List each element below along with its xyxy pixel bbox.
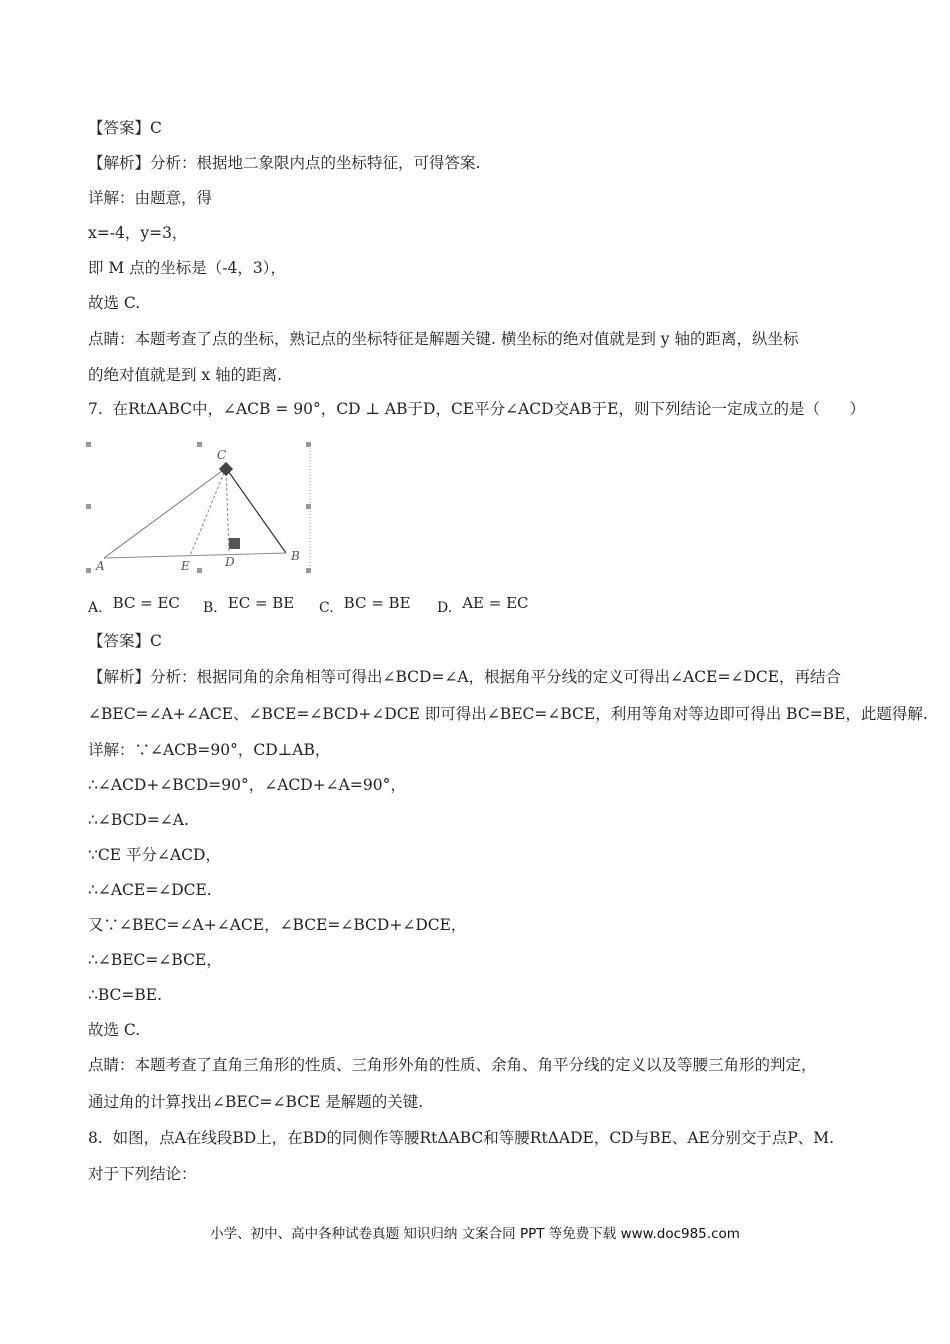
label-d: D [225,555,235,569]
right-angle-mark-c [219,462,233,476]
triangle-figure [86,438,314,578]
line-comment-7a: 点睛：本题考查了直角三角形的性质、三角形外角的性质、余角、角平分线的定义以及等腰三角形的判定， [88,1056,817,1074]
option-d-label: D. [437,600,453,616]
line-detail-6: 详解：由题意，得 [88,189,213,207]
label-c: C [217,448,227,462]
line-step-2: ∴∠BCD=∠A. [88,811,189,829]
segment-cd [226,468,229,553]
page-footer: 小学、初中、高中各种试卷真题 知识归纳 文案合同 PPT 等免费下载 www.doc985.com [210,1226,740,1242]
option-c [319,594,411,616]
line-comment-7b: 通过角的计算找出∠BEC=∠BCE 是解题的关键. [88,1093,424,1111]
line-comment-6b: 的绝对值就是到 x 轴的距离. [88,366,283,384]
option-c-text: BC = BE [343,594,411,612]
line-analysis-6: 【解析】分析：根据地二象限内点的坐标特征，可得答案. [88,154,481,172]
line-step-4: ∴∠ACE=∠DCE. [88,881,212,899]
line-step-5: 又∵∠BEC=∠A+∠ACE，∠BCE=∠BCD+∠DCE， [88,916,467,934]
side-ab [104,553,286,558]
line-comment-6a: 点睛：本题考查了点的坐标，熟记点的坐标特征是解题关键. 横坐标的绝对值就是到 y 轴的距离，纵坐标 [88,330,799,348]
label-e: E [181,559,190,573]
line-step-6: ∴∠BEC=∠BCE， [88,951,222,969]
option-b-text: EC = BE [227,594,295,612]
label-a: A [96,559,105,573]
option-b-label: B. [203,600,218,616]
line-step-7: ∴BC=BE. [88,986,163,1004]
option-d-text: AE = EC [462,594,529,612]
question-7: 7. 在RtΔABC中，∠ACB = 90°，CD ⊥ AB于D，CE平分∠ACD交AB于E，则下列结论一定成立的是（ ） [88,400,866,418]
label-b: B [291,549,300,563]
side-ac [104,468,226,558]
option-a-label: A. [88,600,103,616]
line-xy: x=-4，y=3， [88,224,188,242]
line-coord: 即 M 点的坐标是（-4，3）， [88,259,286,277]
line-q8-conclusions: 对于下列结论： [88,1165,197,1183]
line-choose-6: 故选 C. [88,294,141,312]
right-angle-mark-d [229,538,240,549]
option-a [88,594,180,616]
line-analysis-7b: ∠BEC=∠A+∠ACE、∠BCE=∠BCD+∠DCE 即可得出∠BEC=∠BCE，利用等角对等边即可得出 BC=BE，此题得解. [88,705,928,723]
option-b [203,594,295,616]
line-step-1: ∴∠ACD+∠BCD=90°，∠ACD+∠A=90°， [88,776,406,794]
line-analysis-7a: 【解析】分析：根据同角的余角相等可得出∠BCD=∠A，根据角平分线的定义可得出∠ACE=∠DCE，再结合 [88,668,842,686]
option-c-label: C. [319,600,334,616]
line-step-3: ∵CE 平分∠ACD， [88,846,221,864]
line-answer-6: 【答案】C [88,119,162,137]
option-a-text: BC = EC [112,594,180,612]
option-d [437,594,529,616]
line-choose-7: 故选 C. [88,1021,141,1039]
question-8: 8. 如图，点A在线段BD上，在BD的同侧作等腰RtΔABC和等腰RtΔADE，CD与BE、AE分别交于点P、M. [88,1129,835,1147]
line-answer-7: 【答案】C [88,632,162,650]
line-detail-7: 详解：∵∠ACB=90°，CD⊥AB， [88,741,331,759]
